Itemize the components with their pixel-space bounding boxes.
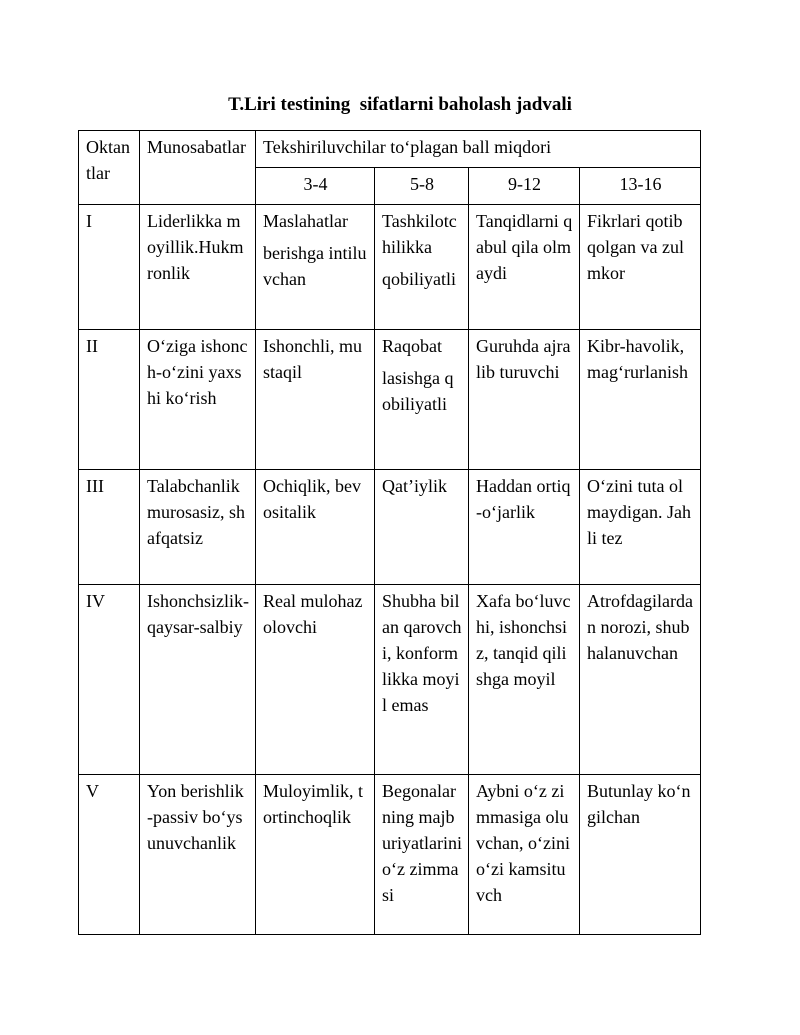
- cell-text: lasishga qobiliyatli: [382, 368, 454, 414]
- cell-c4: [580, 585, 701, 775]
- cell-text: Tanqidlarni qabul qila olmaydi: [476, 211, 573, 283]
- cell-c4: [580, 330, 701, 470]
- cell-c3: [469, 775, 580, 935]
- cell-munosabat: Talabchanlik murosasiz, shafqatsiz: [140, 470, 256, 585]
- table-row: [79, 585, 701, 775]
- cell-c3: [469, 205, 580, 330]
- cell-c1: [256, 205, 375, 330]
- header-range: 5-8: [375, 168, 469, 205]
- header-range: 9-12: [469, 168, 580, 205]
- cell-c2: [375, 205, 469, 330]
- cell-text: Butunlay ko‘ngilchan: [587, 781, 691, 827]
- cell-text: Raqobat: [382, 336, 442, 356]
- cell-text: Muloyimlik, tortinchoqlik: [263, 781, 364, 827]
- cell-c1: [256, 470, 375, 585]
- cell-text: Atrofdagilardan norozi, shubhalanuvchan: [587, 591, 693, 663]
- header-range: 3-4: [256, 168, 375, 205]
- cell-c4: [580, 205, 701, 330]
- table-title: T.Liri testining sifatlarni baholash jadvali: [228, 94, 572, 115]
- cell-c3: [469, 330, 580, 470]
- cell-text: Begonalarning majburiyatlarini o‘z zimmasi: [382, 781, 462, 905]
- header-oktantlar: Oktantlar: [79, 131, 140, 205]
- cell-oktant: I: [79, 205, 140, 330]
- cell-c2: [375, 775, 469, 935]
- cell-text: O‘zini tuta olmaydigan. Jahli tez: [587, 476, 691, 548]
- header-munosabatlar: Munosabatlar: [140, 131, 256, 205]
- header-score-group: Tekshiriluvchilar to‘plagan ball miqdori: [256, 131, 701, 168]
- cell-text: Maslahatlar: [263, 211, 348, 231]
- cell-c1: [256, 330, 375, 470]
- table-row: [79, 470, 701, 585]
- cell-text: qobiliyatli: [382, 269, 456, 289]
- cell-oktant: III: [79, 470, 140, 585]
- cell-oktant: II: [79, 330, 140, 470]
- cell-text: Fikrlari qotib qolgan va zulmkor: [587, 211, 684, 283]
- cell-munosabat: Yon berishlik-passiv bo‘ysunuvchanlik: [140, 775, 256, 935]
- cell-text: Aybni o‘z zimmasiga oluvchan, o‘zini o‘zi kamsituvch: [476, 781, 570, 905]
- header-range: 13-16: [580, 168, 701, 205]
- cell-text: Xafa bo‘luvchi, ishonchsiz, tanqid qilishga moyil: [476, 591, 571, 689]
- cell-oktant: IV: [79, 585, 140, 775]
- cell-oktant: V: [79, 775, 140, 935]
- cell-c2: [375, 330, 469, 470]
- cell-c1: [256, 585, 375, 775]
- cell-c2: [375, 585, 469, 775]
- cell-munosabat: Ishonchsizlik-qaysar-salbiy: [140, 585, 256, 775]
- cell-c4: [580, 775, 701, 935]
- header-row: [79, 131, 701, 168]
- cell-munosabat: Liderlikka moyillik.Hukmronlik: [140, 205, 256, 330]
- evaluation-table: [78, 130, 701, 935]
- cell-text: Qat’iylik: [382, 476, 447, 496]
- cell-text: berishga intiluvchan: [263, 243, 367, 289]
- table-body: [79, 205, 701, 935]
- cell-c3: [469, 470, 580, 585]
- cell-munosabat: O‘ziga ishonch-o‘zini yaxshi ko‘rish: [140, 330, 256, 470]
- cell-c2: [375, 470, 469, 585]
- cell-text: Ochiqlik, bevositalik: [263, 476, 361, 522]
- cell-c1: [256, 775, 375, 935]
- table-row: [79, 205, 701, 330]
- cell-text: Shubha bilan qarovchi, konformlikka moyil emas: [382, 591, 462, 715]
- cell-text: Real mulohazolovchi: [263, 591, 363, 637]
- cell-c3: [469, 585, 580, 775]
- table-row: [79, 775, 701, 935]
- cell-text: Kibr-havolik, mag‘rurlanish: [587, 336, 688, 382]
- cell-text: Haddan ortiq-o‘jarlik: [476, 476, 571, 522]
- cell-c4: [580, 470, 701, 585]
- cell-text: Guruhda ajralib turuvchi: [476, 336, 571, 382]
- cell-text: Tashkilotchilikka: [382, 211, 457, 257]
- cell-text: Ishonchli, mustaqil: [263, 336, 362, 382]
- table-row: [79, 330, 701, 470]
